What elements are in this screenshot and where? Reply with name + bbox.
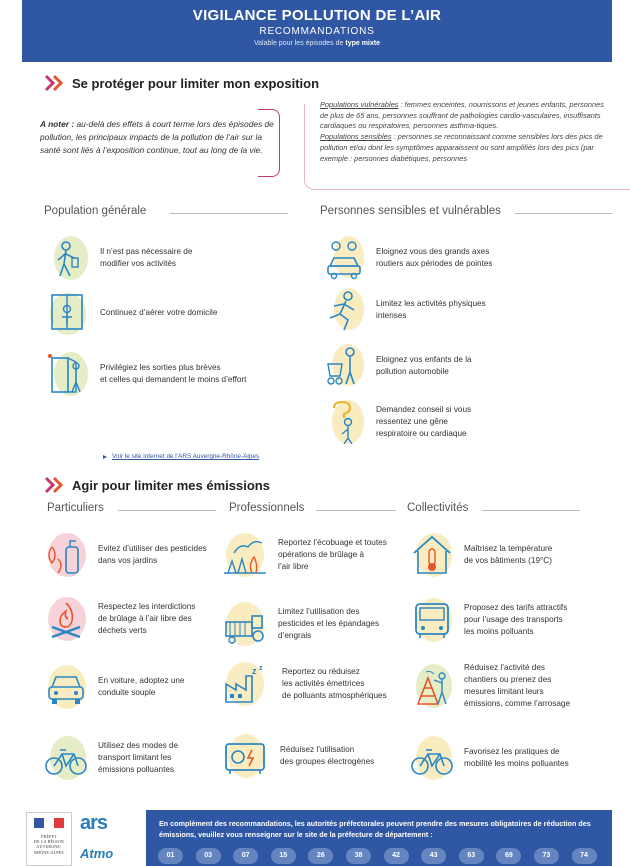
bus-icon: [410, 598, 454, 642]
collectivites-item-3-text: Réduisez l’activité des chantiers ou prenez des mesures limitant leurs émissions, comme l’arrosage: [464, 663, 571, 708]
note-text: au-delà des effets à court terme lors des épisodes de pollution, les principaux impacts de la pollution de l’air sur la santé sont liés à l’exposition continue, tout au long de la vie.: [40, 119, 274, 156]
header-banner: [22, 0, 612, 62]
populations-definitions: [320, 100, 612, 164]
collectivites-item-4-text: Favorisez les pratiques de mobilité les moins polluantes: [464, 747, 569, 768]
person-walking-icon: [46, 236, 90, 280]
sensitive-label: Populations sensibles: [320, 132, 392, 142]
sensitive-item-2-text: Limitez les activités physiques intenses: [376, 299, 486, 320]
department-badge[interactable]: 07: [233, 848, 258, 864]
particuliers-item-4-text: Utilisez des modes de transport limitant les émissions polluantes: [98, 741, 179, 774]
question-person-icon: [322, 400, 366, 444]
col-head-particuliers: Particuliers: [47, 502, 104, 514]
prefecture-logo-text: PRÉFET DE LA RÉGION AUVERGNE- RHÔNE-ALPES: [34, 834, 64, 855]
department-badge[interactable]: 42: [384, 848, 409, 864]
vulnerable-text: : femmes enceintes, nourrissons et jeunes enfants, personnes de plus de 65 ans, personnes souffrant de pathologies cardio-vasculaires, insuffisants cardiaques ou respiratoires, personnes asthma-tiques.: [320, 100, 604, 131]
svg-text:z: z: [252, 666, 257, 676]
general-item-1: [46, 236, 192, 280]
department-badge[interactable]: 69: [496, 848, 521, 864]
door-exit-icon: [46, 352, 90, 396]
particuliers-item-3-text: En voiture, adoptez une conduite souple: [98, 676, 185, 697]
bicycle-icon: [44, 736, 88, 780]
department-badge[interactable]: 15: [271, 848, 296, 864]
field-burning-icon: [222, 533, 268, 577]
professionnels-item-2: [222, 602, 379, 646]
generator-icon: [222, 734, 270, 778]
open-window-icon: [46, 291, 90, 335]
sensitive-item-3-text: Eloignez vos enfants de la pollution automobile: [376, 355, 472, 376]
ars-logo: [80, 812, 132, 838]
link-arrow-icon: [103, 455, 107, 459]
ars-website-link[interactable]: [103, 453, 259, 460]
sensitive-item-4: [322, 400, 471, 444]
general-item-1-text: Il n’est pas nécessaire de modifier vos activités: [100, 247, 193, 268]
department-badge[interactable]: 63: [459, 848, 484, 864]
sensitive-item-2: [322, 288, 486, 332]
professionnels-item-4: [222, 734, 374, 778]
department-badge[interactable]: 43: [421, 848, 446, 864]
particuliers-item-4: [44, 736, 178, 780]
col-divider: [316, 510, 396, 511]
page-subtitle: RECOMMANDATIONS: [259, 26, 375, 37]
french-flag-icon: [34, 818, 64, 828]
department-list: [158, 848, 597, 864]
department-badge[interactable]: 38: [346, 848, 371, 864]
construction-icon: [410, 664, 454, 708]
section-emissions-label: Agir pour limiter mes émissions: [72, 477, 270, 493]
episode-type: type mixte: [345, 40, 380, 47]
department-badge[interactable]: 03: [196, 848, 221, 864]
sensitive-item-1: [322, 236, 493, 280]
atmo-logo: Atmo: [80, 846, 114, 861]
professionnels-item-3-text: Reportez ou réduisez les activités émettrices de polluants atmosphériques: [282, 667, 387, 700]
double-chevron-icon: [44, 74, 66, 92]
collectivites-item-4: [410, 736, 569, 780]
general-item-3: [46, 352, 246, 396]
general-item-2-text: Continuez d’aérer votre domicile: [100, 308, 218, 318]
car-front-icon: [44, 665, 88, 709]
col-head-sensitive: Personnes sensibles et vulnérables: [320, 205, 501, 217]
collectivites-item-1-text: Maîtrisez la température de vos bâtiments (19°C): [464, 544, 553, 565]
particuliers-item-3: [44, 665, 185, 709]
footer-text: En complément des recommandations, les autorités préfectorales peuvent prendre des mesures obligatoires de réduction des émissions, veuillez vous renseigner sur le site de la préfecture de département :: [159, 819, 591, 839]
professionnels-item-1: [222, 533, 387, 577]
col-divider: [170, 213, 288, 214]
house-thermometer-icon: [410, 533, 454, 577]
col-head-professionnels: Professionnels: [229, 502, 305, 514]
stroller-icon: [322, 344, 366, 388]
particuliers-item-1-text: Evitez d’utiliser des pesticides dans vos jardins: [98, 544, 207, 565]
note-label: A noter :: [40, 119, 75, 129]
sensitive-item-1-text: Eloignez vous des grands axes routiers aux périodes de pointes: [376, 247, 493, 268]
particuliers-item-2: [44, 597, 195, 641]
runner-icon: [322, 288, 366, 332]
professionnels-item-1-text: Reportez l’écobuage et toutes opérations de brûlage à l’air libre: [278, 538, 387, 571]
section-protect-label: Se protéger pour limiter mon exposition: [72, 75, 320, 91]
bicycle-icon: [410, 736, 454, 780]
collectivites-item-1: [410, 533, 552, 577]
episode-prefix: Valable pour les épisodes de: [254, 40, 344, 47]
ars-website-link-text[interactable]: Voir le site internet de l’ARS Auvergne-Rhône-Alpes: [112, 453, 260, 460]
episode-type-line: [22, 40, 612, 47]
tractor-icon: [222, 602, 268, 646]
col-divider: [482, 510, 580, 511]
department-badge[interactable]: 01: [158, 848, 183, 864]
section-protect-title: [44, 74, 319, 92]
sensitive-item-3: [322, 344, 472, 388]
particuliers-item-2-text: Respectez les interdictions de brûlage à l’air libre des déchets verts: [98, 602, 196, 635]
campfire-icon: [44, 597, 88, 641]
vulnerable-label: Populations vulnérables: [320, 100, 399, 109]
col-divider: [118, 510, 216, 511]
car-traffic-icon: [322, 236, 366, 280]
svg-text:z: z: [259, 665, 263, 672]
collectivites-item-3: [410, 662, 570, 710]
factory-icon: [222, 662, 272, 706]
sensitive-text: : personnes se reconnaissant comme sensibles lors des pics de pollution et/ou dont les symptômes apparaissent ou sont amplifiés lors des pics (par exemple : personnes diabétiques, personnes: [320, 132, 603, 163]
section-emissions-title: [44, 476, 270, 494]
col-head-general: Population générale: [44, 205, 147, 217]
double-chevron-icon: [44, 476, 66, 494]
collectivites-item-2-text: Proposez des tarifs attractifs pour l’usage des transports les moins polluants: [464, 603, 568, 636]
pesticide-spray-icon: [44, 533, 88, 577]
prefecture-logo: [26, 812, 72, 866]
ars-logo-text: ars: [80, 812, 108, 834]
general-item-2: [46, 291, 217, 335]
page-title: VIGILANCE POLLUTION DE L’AIR: [192, 7, 442, 24]
department-badge[interactable]: 26: [308, 848, 333, 864]
note-box: [40, 118, 280, 157]
professionnels-item-3: [222, 662, 387, 706]
footer-banner: [146, 810, 612, 866]
particuliers-item-1: [44, 533, 207, 577]
collectivites-item-2: [410, 598, 567, 642]
professionnels-item-2-text: Limitez l’utilisation des pesticides et les épandages d’engrais: [278, 607, 380, 640]
general-item-3-text: Privilégiez les sorties plus brèves et celles qui demandent le moins d’effort: [100, 363, 247, 384]
department-badge[interactable]: 74: [572, 848, 597, 864]
col-divider: [515, 213, 612, 214]
col-head-collectivites: Collectivités: [407, 502, 469, 514]
professionnels-item-4-text: Réduisez l’utilisation des groupes électrogènes: [280, 745, 375, 766]
sensitive-item-4-text: Demandez conseil si vous ressentez une gêne respiratoire ou cardiaque: [376, 405, 472, 438]
note-bracket: [258, 109, 280, 177]
department-badge[interactable]: 73: [534, 848, 559, 864]
